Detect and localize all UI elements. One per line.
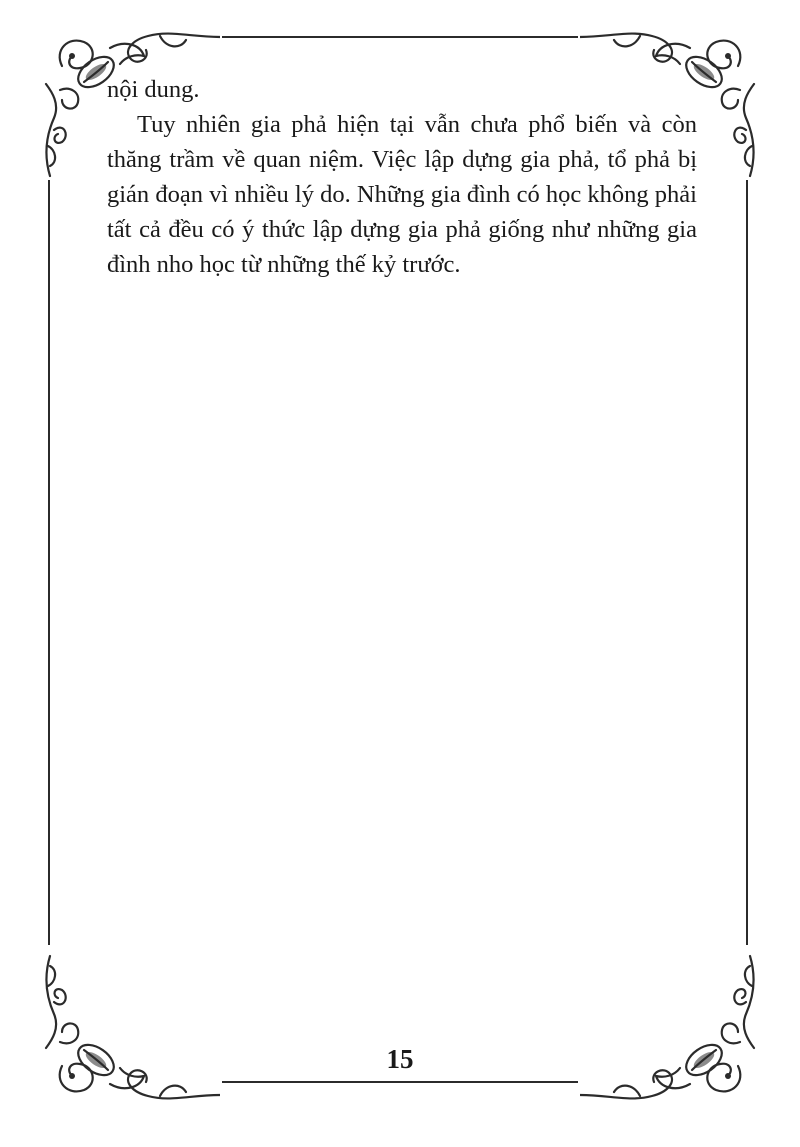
- page-number: 15: [386, 1044, 414, 1074]
- top-border-rule: [222, 36, 578, 38]
- floral-corner-ornament-bottom-right: [580, 946, 760, 1106]
- bottom-border-rule: [222, 1081, 578, 1083]
- left-border-rule: [48, 180, 50, 945]
- body-text: [107, 72, 697, 282]
- paragraph-continuation: nội dung.: [107, 76, 200, 103]
- floral-corner-ornament-bottom-left: [40, 946, 220, 1106]
- paragraph: Tuy nhiên gia phả hiện tại vẫn chưa phổ biến và còn thăng trầm về quan niệm. Việc lập dựng gia phả, tổ phả bị gián đoạn vì nhiều lý do. Những gia đình có học không phải tất cả đều có ý thức lập dựng gia phả giống như những gia đình nho học từ những thế kỷ trước.: [107, 111, 697, 278]
- right-border-rule: [746, 180, 748, 945]
